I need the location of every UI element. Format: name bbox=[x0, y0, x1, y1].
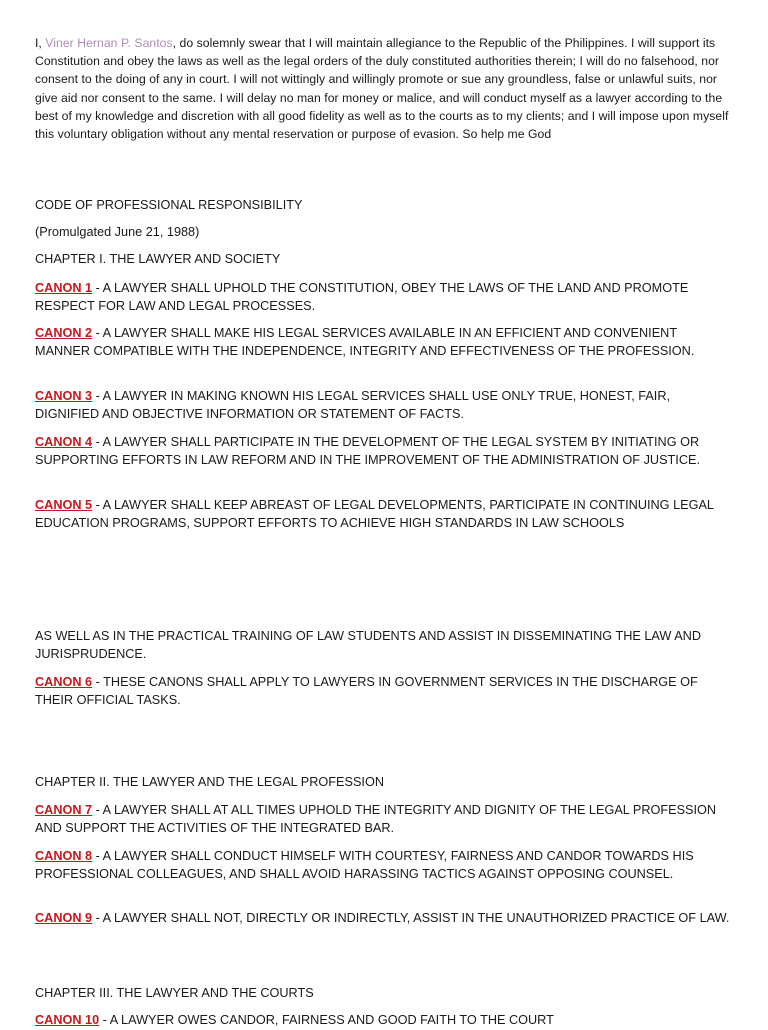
canon-4 bbox=[35, 434, 735, 470]
canon-7 bbox=[35, 802, 735, 838]
canon-4-link[interactable]: CANON 4 bbox=[35, 435, 93, 449]
canon-2 bbox=[35, 325, 735, 361]
canon-2-link[interactable]: CANON 2 bbox=[35, 326, 93, 340]
canon-4-text: - A LAWYER SHALL PARTICIPATE IN THE DEVELOPMENT OF THE LEGAL SYSTEM BY INITIATING OR SUPPORTING EFFORTS IN LAW REFORM AND IN THE IMPROVEMENT OF THE ADMINISTRATION OF JUSTICE. bbox=[35, 435, 700, 467]
oath-name[interactable]: Viner Hernan P. Santos bbox=[45, 36, 173, 50]
oath-prefix: I, bbox=[35, 36, 46, 50]
canon-6 bbox=[35, 674, 735, 710]
canon-7-link[interactable]: CANON 7 bbox=[35, 803, 93, 817]
canon-8-text: - A LAWYER SHALL CONDUCT HIMSELF WITH COURTESY, FAIRNESS AND CANDOR TOWARDS HIS PROFESSIONAL COLLEAGUES, AND SHALL AVOID HARASSING TACTICS AGAINST OPPOSING COUNSEL. bbox=[35, 849, 694, 881]
canon-5-link[interactable]: CANON 5 bbox=[35, 498, 93, 512]
canon-8 bbox=[35, 848, 735, 884]
chapter-1-heading: CHAPTER I. THE LAWYER AND SOCIETY bbox=[35, 252, 281, 266]
lawyers-oath bbox=[35, 34, 735, 143]
canon-1 bbox=[35, 280, 735, 316]
canon-3 bbox=[35, 388, 735, 424]
canon-5-continuation: AS WELL AS IN THE PRACTICAL TRAINING OF LAW STUDENTS AND ASSIST IN DISSEMINATING THE LAW AND JURISPRUDENCE. bbox=[35, 629, 701, 661]
canon-7-text: - A LAWYER SHALL AT ALL TIMES UPHOLD THE INTEGRITY AND DIGNITY OF THE LEGAL PROFESSION AND SUPPORT THE ACTIVITIES OF THE INTEGRATED BAR. bbox=[35, 803, 717, 835]
canon-6-text: - THESE CANONS SHALL APPLY TO LAWYERS IN GOVERNMENT SERVICES IN THE DISCHARGE OF THEIR OFFICIAL TASKS. bbox=[35, 675, 698, 707]
canon-10 bbox=[35, 1012, 735, 1030]
canon-3-text: - A LAWYER IN MAKING KNOWN HIS LEGAL SERVICES SHALL USE ONLY TRUE, HONEST, FAIR, DIGNIFIED AND OBJECTIVE INFORMATION OR STATEMENT OF FACTS. bbox=[35, 389, 671, 421]
canon-1-text: - A LAWYER SHALL UPHOLD THE CONSTITUTION, OBEY THE LAWS OF THE LAND AND PROMOTE RESPECT FOR LAW AND LEGAL PROCESSES. bbox=[35, 281, 689, 313]
canon-2-text: - A LAWYER SHALL MAKE HIS LEGAL SERVICES AVAILABLE IN AN EFFICIENT AND CONVENIENT MANNER COMPATIBLE WITH THE INDEPENDENCE, INTEGRITY AND EFFECTIVENESS OF THE PROFESSION. bbox=[35, 326, 695, 358]
canon-5 bbox=[35, 497, 735, 533]
canon-8-link[interactable]: CANON 8 bbox=[35, 849, 93, 863]
canon-5-text: - A LAWYER SHALL KEEP ABREAST OF LEGAL DEVELOPMENTS, PARTICIPATE IN CONTINUING LEGAL EDUCATION PROGRAMS, SUPPORT EFFORTS TO ACHIEVE HIGH STANDARDS IN LAW SCHOOLS bbox=[35, 498, 714, 530]
oath-text: , do solemnly swear that I will maintain allegiance to the Republic of the Philippines. I will support its Constitution and obey the laws as well as the legal orders of the duly constituted authorities therein; I will do no falsehood, nor consent to the doing of any in court. I will not wittingly and willingly promote or sue any groundless, false or unlawful suits, nor give aid nor consent to the same. I will delay no man for money or malice, and will conduct myself as a lawyer according to the best of my knowledge and discretion with all good fidelity as well as to the courts as to my clients; and I will impose upon myself this voluntary obligation without any mental reservation or purpose of evasion. So help me God bbox=[35, 36, 729, 142]
canon-9 bbox=[35, 910, 735, 928]
canon-10-link[interactable]: CANON 10 bbox=[35, 1013, 100, 1027]
canon-6-link[interactable]: CANON 6 bbox=[35, 675, 93, 689]
canon-9-link[interactable]: CANON 9 bbox=[35, 911, 93, 925]
canon-1-link[interactable]: CANON 1 bbox=[35, 281, 93, 295]
canon-3-link[interactable]: CANON 3 bbox=[35, 389, 93, 403]
code-title: CODE OF PROFESSIONAL RESPONSIBILITY bbox=[35, 198, 303, 212]
canon-9-text: - A LAWYER SHALL NOT, DIRECTLY OR INDIRECTLY, ASSIST IN THE UNAUTHORIZED PRACTICE OF LAW. bbox=[92, 911, 730, 925]
promulgated-date: (Promulgated June 21, 1988) bbox=[35, 225, 200, 239]
chapter-3-heading: CHAPTER III. THE LAWYER AND THE COURTS bbox=[35, 986, 314, 1000]
canon-10-text: - A LAWYER OWES CANDOR, FAIRNESS AND GOOD FAITH TO THE COURT bbox=[99, 1013, 554, 1027]
chapter-2-heading: CHAPTER II. THE LAWYER AND THE LEGAL PROFESSION bbox=[35, 775, 384, 789]
